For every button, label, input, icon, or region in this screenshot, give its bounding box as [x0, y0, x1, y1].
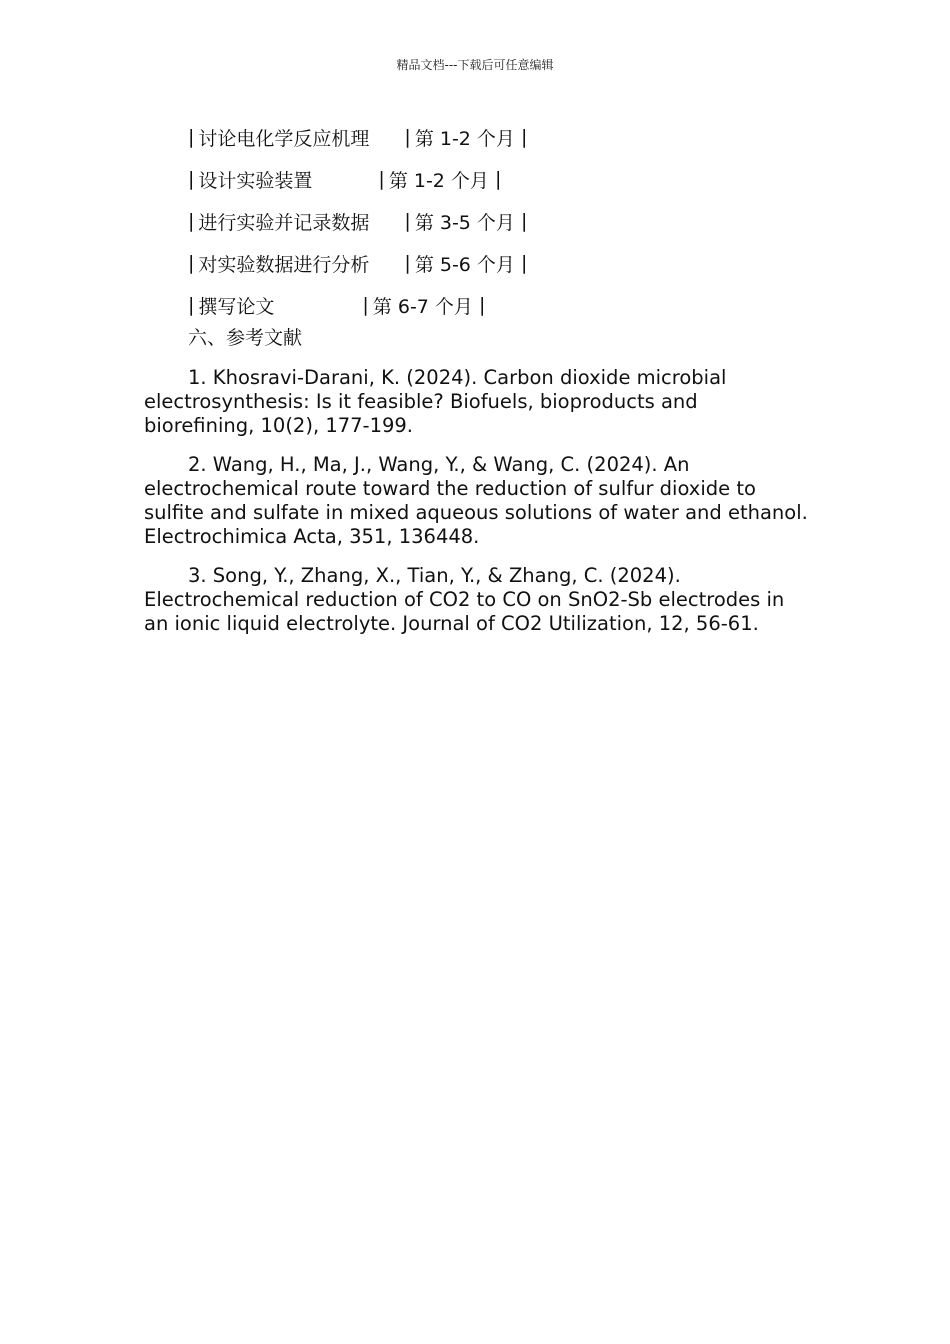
schedule-period: 第 5-6 个月: [414, 253, 515, 276]
row-separator: |: [404, 252, 411, 274]
schedule-task: 进行实验并记录数据: [198, 211, 370, 234]
row-separator: |: [188, 210, 195, 232]
schedule-row: [188, 242, 808, 284]
row-separator: |: [378, 168, 385, 190]
schedule-period: 第 1-2 个月: [414, 127, 515, 150]
row-separator: |: [520, 252, 528, 274]
row-separator: |: [188, 168, 195, 190]
schedule-period: 第 6-7 个月: [372, 295, 473, 318]
schedule-task: 撰写论文: [198, 295, 275, 318]
row-separator: |: [188, 252, 195, 274]
row-separator: |: [362, 294, 369, 316]
schedule-row: [188, 200, 808, 242]
schedule-row: [188, 158, 808, 200]
schedule-table: [188, 116, 808, 326]
row-separator: |: [520, 126, 528, 148]
page-header: 精品文档---下载后可任意编辑: [396, 58, 554, 72]
row-separator: |: [404, 126, 411, 148]
schedule-task: 讨论电化学反应机理: [198, 127, 370, 150]
row-separator: |: [404, 210, 411, 232]
schedule-row: [188, 116, 808, 158]
row-separator: |: [520, 210, 528, 232]
row-separator: |: [188, 294, 195, 316]
schedule-row: [188, 284, 808, 326]
row-separator: |: [478, 294, 486, 316]
reference-item: 2. Wang, H., Ma, J., Wang, Y., & Wang, C. (2024). An electrochemical route toward the reduction of sulfur dioxide to sulfite and sulfate in mixed aqueous solutions of water and ethanol. Electrochimica Acta, 351, 136448.: [144, 453, 808, 548]
references-list: [144, 366, 814, 651]
reference-item: 1. Khosravi-Darani, K. (2024). Carbon dioxide microbial electrosynthesis: Is it feasible? Biofuels, bioproducts and biorefining, 10(2), 177-199.: [144, 366, 727, 437]
schedule-period: 第 3-5 个月: [414, 211, 515, 234]
row-separator: |: [188, 126, 195, 148]
references-heading: 六、参考文献: [188, 327, 303, 349]
row-separator: |: [494, 168, 502, 190]
schedule-period: 第 1-2 个月: [388, 169, 489, 192]
schedule-task: 设计实验装置: [198, 169, 313, 192]
schedule-task: 对实验数据进行分析: [198, 253, 370, 276]
reference-item: 3. Song, Y., Zhang, X., Tian, Y., & Zhang, C. (2024). Electrochemical reduction of CO2 to CO on SnO2-Sb electrodes in an ionic liquid electrolyte. Journal of CO2 Utilization, 12, 56-61.: [144, 564, 785, 635]
